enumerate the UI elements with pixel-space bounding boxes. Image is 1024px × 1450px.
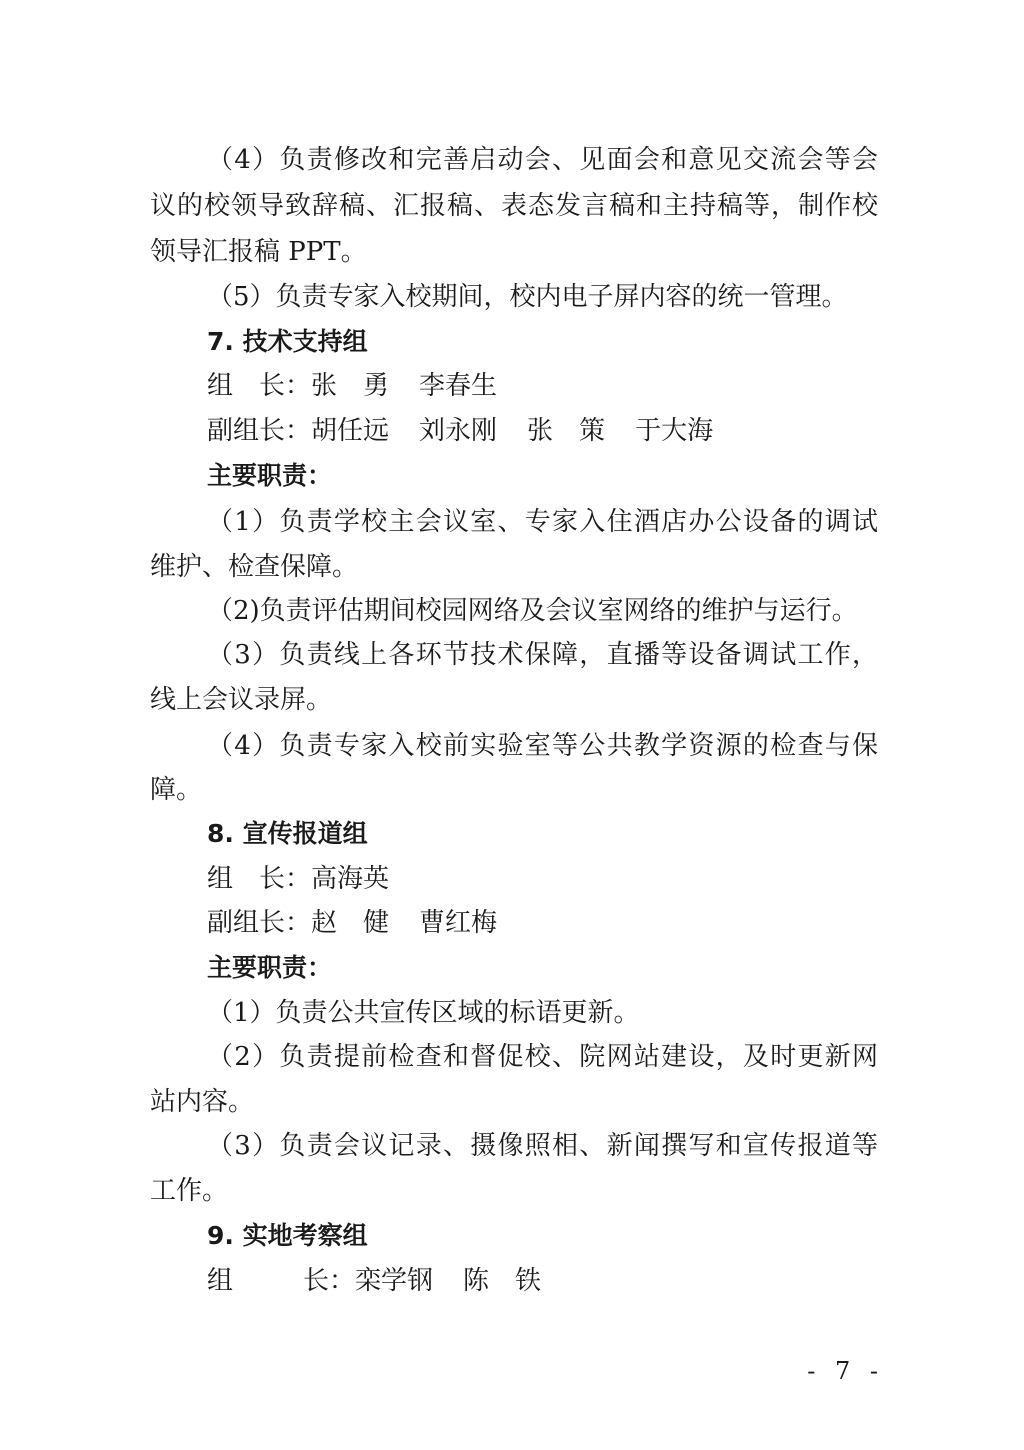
s7-leader-row bbox=[207, 369, 947, 403]
s8-deputy-row bbox=[207, 906, 947, 940]
s6-duty4-line1: （4）负责修改和完善启动会、见面会和意见交流会等会 bbox=[207, 145, 878, 175]
s7-leader-name: 李春生 bbox=[419, 371, 498, 401]
s8-duty2-line1: （2）负责提前检查和督促校、院网站建设，及时更新网 bbox=[207, 1042, 878, 1072]
page-number: - 7 - bbox=[807, 1357, 884, 1385]
s7-duty3-line1: （3）负责线上各环节技术保障，直播等设备调试工作， bbox=[207, 640, 878, 670]
s7-duties-title: 主要职责： bbox=[207, 461, 333, 490]
s7-duty4-line1: （4）负责专家入校前实验室等公共教学资源的检查与保 bbox=[207, 731, 878, 761]
s7-duty1-line1: （1）负责学校主会议室、专家入住酒店办公设备的调试 bbox=[207, 507, 878, 537]
s7-leader-name: 张 勇 bbox=[311, 371, 390, 401]
s6-duty4-line2: 议的校领导致辞稿、汇报稿、表态发言稿和主持稿等，制作校 bbox=[150, 191, 878, 221]
s7-deputy-name: 于大海 bbox=[635, 416, 714, 446]
s7-duty4-line2: 障。 bbox=[150, 775, 203, 805]
s7-duty3-line2: 线上会议录屏。 bbox=[150, 685, 333, 715]
s9-leader-label-a: 组 bbox=[207, 1266, 234, 1296]
s8-duty2-line2: 站内容。 bbox=[150, 1087, 255, 1117]
s9-leader-label-b: 长： bbox=[303, 1266, 356, 1296]
s8-leader-name: 高海英 bbox=[311, 864, 390, 894]
s7-deputy-row bbox=[207, 414, 947, 448]
s8-deputy-name: 曹红梅 bbox=[419, 908, 498, 938]
s8-deputy-label: 副组长： bbox=[207, 908, 312, 938]
s8-leader-row bbox=[207, 862, 947, 896]
s8-duty3-line1: （3）负责会议记录、摄像照相、新闻撰写和宣传报道等 bbox=[207, 1131, 878, 1161]
s6-duty4-line3: 领导汇报稿 PPT。 bbox=[150, 237, 367, 267]
s8-duty3-line2: 工作。 bbox=[150, 1176, 229, 1206]
s7-deputy-label: 副组长： bbox=[207, 416, 312, 446]
s7-deputy-name: 张 策 bbox=[527, 416, 606, 446]
s9-leader-row bbox=[207, 1264, 947, 1298]
s8-deputy-name: 赵 健 bbox=[311, 908, 390, 938]
s8-leader-label: 组 长： bbox=[207, 864, 312, 894]
s9-heading: 9. 实地考察组 bbox=[207, 1221, 368, 1250]
s8-duty1: （1）负责公共宣传区域的标语更新。 bbox=[207, 998, 640, 1028]
s7-deputy-name: 刘永刚 bbox=[419, 416, 498, 446]
s6-duty5: （5）负责专家入校期间，校内电子屏内容的统一管理。 bbox=[207, 282, 848, 312]
s7-duty1-line2: 维护、检查保障。 bbox=[150, 552, 359, 582]
s7-deputy-name: 胡任远 bbox=[311, 416, 390, 446]
s9-leader-name: 陈 铁 bbox=[463, 1266, 542, 1296]
s8-heading: 8. 宣传报道组 bbox=[207, 819, 368, 848]
s7-duty2: （2)负责评估期间校园网络及会议室网络的维护与运行。 bbox=[207, 596, 858, 626]
s8-duties-title: 主要职责： bbox=[207, 953, 333, 982]
s9-leader-name: 栾学钢 bbox=[355, 1266, 434, 1296]
s7-heading: 7. 技术支持组 bbox=[207, 327, 368, 356]
s7-leader-label: 组 长： bbox=[207, 371, 312, 401]
